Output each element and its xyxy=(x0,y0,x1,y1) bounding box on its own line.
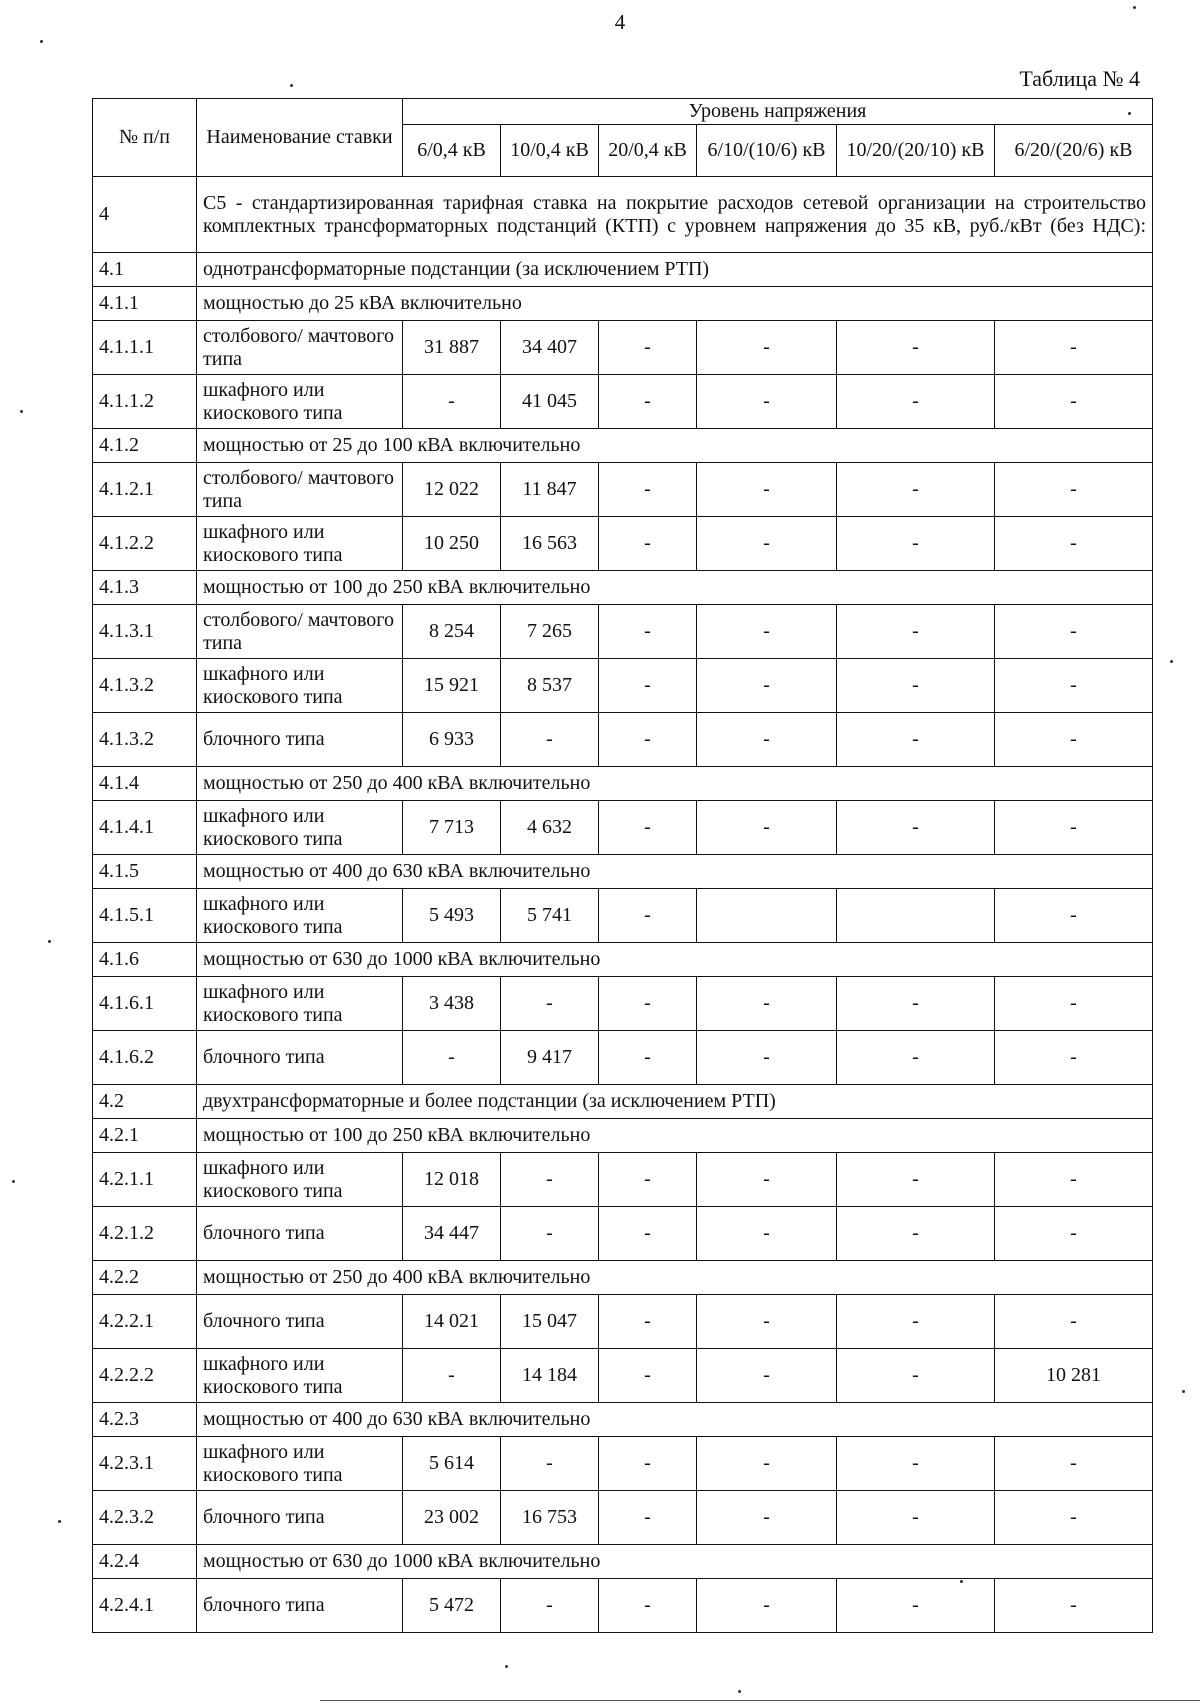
rate-name: блочного типа xyxy=(197,713,403,767)
rate-value: - xyxy=(599,517,697,571)
page-number: 4 xyxy=(614,10,626,34)
group-title: мощностью от 630 до 1000 кВА включительно xyxy=(197,943,1153,977)
rate-value: - xyxy=(403,1031,501,1085)
table-row xyxy=(93,1207,1153,1261)
rate-value: 4 632 xyxy=(501,801,599,855)
group-title: мощностью до 25 кВА включительно xyxy=(197,287,1153,321)
row-number: 4.2.1 xyxy=(93,1119,197,1153)
row-number: 4.2.4.1 xyxy=(93,1579,197,1633)
rate-value: - xyxy=(697,1031,837,1085)
rate-value: - xyxy=(837,1491,995,1545)
rate-value: - xyxy=(995,1295,1153,1349)
rate-value: - xyxy=(837,463,995,517)
rate-name: столбового/ мачтового типа xyxy=(197,321,403,375)
group-row xyxy=(93,767,1153,801)
rate-value: 5 614 xyxy=(403,1437,501,1491)
rate-value: - xyxy=(995,517,1153,571)
rate-value: 8 254 xyxy=(403,605,501,659)
section-row xyxy=(93,177,1153,253)
table-body xyxy=(93,177,1153,1633)
rate-value: - xyxy=(995,375,1153,429)
row-number: 4.1.4 xyxy=(93,767,197,801)
header-voltage: 6/10/(10/6) кВ xyxy=(697,125,837,177)
scan-speck xyxy=(1128,112,1131,115)
group-row xyxy=(93,429,1153,463)
rate-value: - xyxy=(837,517,995,571)
rate-value: - xyxy=(599,1295,697,1349)
scan-speck xyxy=(20,410,23,413)
rate-value: - xyxy=(599,463,697,517)
rate-value: - xyxy=(697,1207,837,1261)
rate-value: 15 921 xyxy=(403,659,501,713)
rate-value: - xyxy=(697,659,837,713)
table-caption: Таблица № 4 xyxy=(1019,66,1140,91)
rate-value: - xyxy=(501,1207,599,1261)
rate-value: 31 887 xyxy=(403,321,501,375)
scan-speck xyxy=(960,1580,963,1583)
group-title: мощностью от 250 до 400 кВА включительно xyxy=(197,767,1153,801)
rate-value: 8 537 xyxy=(501,659,599,713)
rate-value xyxy=(837,889,995,943)
rate-value: 3 438 xyxy=(403,977,501,1031)
rate-value: - xyxy=(837,321,995,375)
rate-value: - xyxy=(599,1349,697,1403)
rate-value: - xyxy=(837,1153,995,1207)
group-row xyxy=(93,855,1153,889)
rate-value: - xyxy=(995,1579,1153,1633)
rate-value: - xyxy=(837,1349,995,1403)
row-number: 4.2 xyxy=(93,1085,197,1119)
header-voltage: 6/0,4 кВ xyxy=(403,125,501,177)
rate-value: - xyxy=(995,801,1153,855)
rate-name: шкафного или киоскового типа xyxy=(197,375,403,429)
row-number: 4.1.1.2 xyxy=(93,375,197,429)
rate-value: - xyxy=(599,375,697,429)
table-row xyxy=(93,713,1153,767)
row-number: 4.1.6 xyxy=(93,943,197,977)
rate-value: - xyxy=(837,977,995,1031)
group-title: мощностью от 250 до 400 кВА включительно xyxy=(197,1261,1153,1295)
rate-name: блочного типа xyxy=(197,1579,403,1633)
rate-value: - xyxy=(837,1207,995,1261)
table-row xyxy=(93,1491,1153,1545)
scan-speck xyxy=(505,1665,508,1668)
rate-value: - xyxy=(837,605,995,659)
table-row xyxy=(93,1579,1153,1633)
row-number: 4.1.6.2 xyxy=(93,1031,197,1085)
rate-value: 14 021 xyxy=(403,1295,501,1349)
header-voltage: 6/20/(20/6) кВ xyxy=(995,125,1153,177)
rate-value: 5 472 xyxy=(403,1579,501,1633)
rate-value: - xyxy=(995,463,1153,517)
rate-value: - xyxy=(599,977,697,1031)
rate-value: - xyxy=(599,1579,697,1633)
rate-value: 34 407 xyxy=(501,321,599,375)
header-voltage-group: Уровень напряжения xyxy=(403,99,1153,125)
rate-value: - xyxy=(697,605,837,659)
rate-value: - xyxy=(995,889,1153,943)
table-row xyxy=(93,1295,1153,1349)
rate-value: - xyxy=(697,1491,837,1545)
table-row xyxy=(93,1031,1153,1085)
row-number: 4.2.2.1 xyxy=(93,1295,197,1349)
scan-speck xyxy=(290,84,293,87)
rate-value: - xyxy=(599,1207,697,1261)
rate-value: 16 563 xyxy=(501,517,599,571)
rate-value: - xyxy=(995,1031,1153,1085)
row-number: 4.2.3 xyxy=(93,1403,197,1437)
table-header xyxy=(93,99,1153,177)
row-number: 4.1.6.1 xyxy=(93,977,197,1031)
rate-value: 6 933 xyxy=(403,713,501,767)
rate-value: - xyxy=(837,1437,995,1491)
rate-value: 23 002 xyxy=(403,1491,501,1545)
row-number: 4.1.1 xyxy=(93,287,197,321)
rate-value: - xyxy=(697,463,837,517)
rate-value: - xyxy=(599,1031,697,1085)
rate-value: - xyxy=(995,977,1153,1031)
rate-value: - xyxy=(697,375,837,429)
rate-value: - xyxy=(403,1349,501,1403)
group-title: мощностью от 400 до 630 кВА включительно xyxy=(197,1403,1153,1437)
group-title: однотрансформаторные подстанции (за исключением РТП) xyxy=(197,253,1153,287)
row-number: 4.1.3.1 xyxy=(93,605,197,659)
rate-value: - xyxy=(501,713,599,767)
row-number: 4.1.3.2 xyxy=(93,713,197,767)
rate-name: столбового/ мачтового типа xyxy=(197,463,403,517)
group-row xyxy=(93,571,1153,605)
header-name: Наименование ставки xyxy=(197,99,403,177)
rate-value: - xyxy=(995,1207,1153,1261)
scan-speck xyxy=(40,40,43,43)
rate-value: - xyxy=(697,713,837,767)
rate-value: - xyxy=(837,713,995,767)
table-row xyxy=(93,1153,1153,1207)
row-number: 4.2.3.2 xyxy=(93,1491,197,1545)
rate-value: - xyxy=(501,1153,599,1207)
group-row xyxy=(93,1403,1153,1437)
header-number: № п/п xyxy=(93,99,197,177)
row-number: 4.2.1.2 xyxy=(93,1207,197,1261)
rate-value: - xyxy=(837,1031,995,1085)
row-number: 4.2.2 xyxy=(93,1261,197,1295)
rate-value: - xyxy=(697,1295,837,1349)
rate-value: - xyxy=(995,605,1153,659)
table-row xyxy=(93,605,1153,659)
table-row xyxy=(93,517,1153,571)
rate-value: - xyxy=(599,659,697,713)
row-number: 4.1.1.1 xyxy=(93,321,197,375)
rate-name: шкафного или киоскового типа xyxy=(197,977,403,1031)
rate-value: 9 417 xyxy=(501,1031,599,1085)
rate-value: - xyxy=(599,321,697,375)
group-title: мощностью от 25 до 100 кВА включительно xyxy=(197,429,1153,463)
rate-name: блочного типа xyxy=(197,1491,403,1545)
row-number: 4.1.2.2 xyxy=(93,517,197,571)
scan-speck xyxy=(58,1520,61,1523)
rate-value: - xyxy=(501,1437,599,1491)
row-number: 4.1.3 xyxy=(93,571,197,605)
table-row xyxy=(93,801,1153,855)
table-row xyxy=(93,463,1153,517)
rate-value: - xyxy=(501,977,599,1031)
rate-value: - xyxy=(837,1579,995,1633)
rate-value: 12 022 xyxy=(403,463,501,517)
table-row xyxy=(93,321,1153,375)
group-row xyxy=(93,943,1153,977)
group-title: мощностью от 400 до 630 кВА включительно xyxy=(197,855,1153,889)
rate-name: шкафного или киоскового типа xyxy=(197,1437,403,1491)
rate-value: - xyxy=(837,1295,995,1349)
rate-value: - xyxy=(837,375,995,429)
rate-value: 15 047 xyxy=(501,1295,599,1349)
row-number: 4.2.2.2 xyxy=(93,1349,197,1403)
header-voltage: 10/20/(20/10) кВ xyxy=(837,125,995,177)
table-row xyxy=(93,375,1153,429)
rate-value: - xyxy=(599,1437,697,1491)
rate-value: 12 018 xyxy=(403,1153,501,1207)
row-number: 4.1.4.1 xyxy=(93,801,197,855)
group-title: мощностью от 100 до 250 кВА включительно xyxy=(197,1119,1153,1153)
rate-value xyxy=(697,889,837,943)
table-row xyxy=(93,977,1153,1031)
rate-value: - xyxy=(599,1491,697,1545)
rate-value: - xyxy=(697,517,837,571)
scan-speck xyxy=(12,1180,15,1183)
row-number: 4.1 xyxy=(93,253,197,287)
group-title: мощностью от 630 до 1000 кВА включительно xyxy=(197,1545,1153,1579)
tariff-table xyxy=(92,98,1153,1633)
table-row xyxy=(93,889,1153,943)
table-row xyxy=(93,1437,1153,1491)
rate-value: - xyxy=(697,1153,837,1207)
row-number: 4.1.5 xyxy=(93,855,197,889)
rate-value: - xyxy=(697,977,837,1031)
rate-name: блочного типа xyxy=(197,1295,403,1349)
rate-value: - xyxy=(995,321,1153,375)
rate-name: столбового/ мачтового типа xyxy=(197,605,403,659)
rate-value: 16 753 xyxy=(501,1491,599,1545)
rate-name: шкафного или киоскового типа xyxy=(197,1349,403,1403)
rate-value: - xyxy=(837,659,995,713)
rate-name: шкафного или киоскового типа xyxy=(197,801,403,855)
rate-value: 10 281 xyxy=(995,1349,1153,1403)
scan-speck xyxy=(738,1690,741,1693)
scan-speck xyxy=(1182,1390,1185,1393)
group-row xyxy=(93,1545,1153,1579)
row-number: 4.1.3.2 xyxy=(93,659,197,713)
scan-speck xyxy=(48,940,51,943)
rate-value: - xyxy=(837,801,995,855)
rate-value: 10 250 xyxy=(403,517,501,571)
scan-line xyxy=(320,1700,1200,1701)
table-row xyxy=(93,659,1153,713)
rate-value: - xyxy=(501,1579,599,1633)
rate-value: 5 493 xyxy=(403,889,501,943)
rate-value: - xyxy=(995,1437,1153,1491)
row-number: 4.1.2 xyxy=(93,429,197,463)
rate-value: 41 045 xyxy=(501,375,599,429)
row-number: 4.1.2.1 xyxy=(93,463,197,517)
group-row xyxy=(93,1119,1153,1153)
rate-name: шкафного или киоскового типа xyxy=(197,889,403,943)
row-number: 4.2.1.1 xyxy=(93,1153,197,1207)
header-voltage: 20/0,4 кВ xyxy=(599,125,697,177)
rate-value: - xyxy=(995,1153,1153,1207)
rate-value: - xyxy=(599,801,697,855)
rate-value: - xyxy=(697,801,837,855)
row-number: 4.2.4 xyxy=(93,1545,197,1579)
rate-value: 11 847 xyxy=(501,463,599,517)
rate-value: - xyxy=(995,1491,1153,1545)
table-row xyxy=(93,1349,1153,1403)
scan-speck xyxy=(1170,660,1173,663)
rate-value: - xyxy=(697,321,837,375)
rate-value: 5 741 xyxy=(501,889,599,943)
rate-value: - xyxy=(599,605,697,659)
rate-value: - xyxy=(599,889,697,943)
section-title: С5 - стандартизированная тарифная ставка на покрытие расходов сетевой организации на строительство комплектных трансформаторных подстанций (КТП) с уровнем напряжения до 35 кВ, руб./кВт (без НДС): xyxy=(197,177,1153,253)
scan-speck xyxy=(1133,6,1136,9)
rate-name: шкафного или киоскового типа xyxy=(197,1153,403,1207)
rate-name: блочного типа xyxy=(197,1031,403,1085)
rate-name: шкафного или киоскового типа xyxy=(197,517,403,571)
rate-value: 14 184 xyxy=(501,1349,599,1403)
group-row xyxy=(93,1261,1153,1295)
row-number: 4.2.3.1 xyxy=(93,1437,197,1491)
group-title: двухтрансформаторные и более подстанции (за исключением РТП) xyxy=(197,1085,1153,1119)
rate-value: - xyxy=(995,713,1153,767)
group-title: мощностью от 100 до 250 кВА включительно xyxy=(197,571,1153,605)
group-row xyxy=(93,287,1153,321)
rate-name: блочного типа xyxy=(197,1207,403,1261)
group-row xyxy=(93,253,1153,287)
rate-value: - xyxy=(403,375,501,429)
rate-value: - xyxy=(697,1579,837,1633)
rate-value: - xyxy=(599,713,697,767)
row-number: 4.1.5.1 xyxy=(93,889,197,943)
rate-value: 7 265 xyxy=(501,605,599,659)
rate-value: - xyxy=(995,659,1153,713)
group-row xyxy=(93,1085,1153,1119)
rate-value: - xyxy=(599,1153,697,1207)
header-voltage: 10/0,4 кВ xyxy=(501,125,599,177)
row-number: 4 xyxy=(93,177,197,253)
rate-value: - xyxy=(697,1349,837,1403)
rate-name: шкафного или киоскового типа xyxy=(197,659,403,713)
rate-value: 34 447 xyxy=(403,1207,501,1261)
rate-value: - xyxy=(697,1437,837,1491)
rate-value: 7 713 xyxy=(403,801,501,855)
